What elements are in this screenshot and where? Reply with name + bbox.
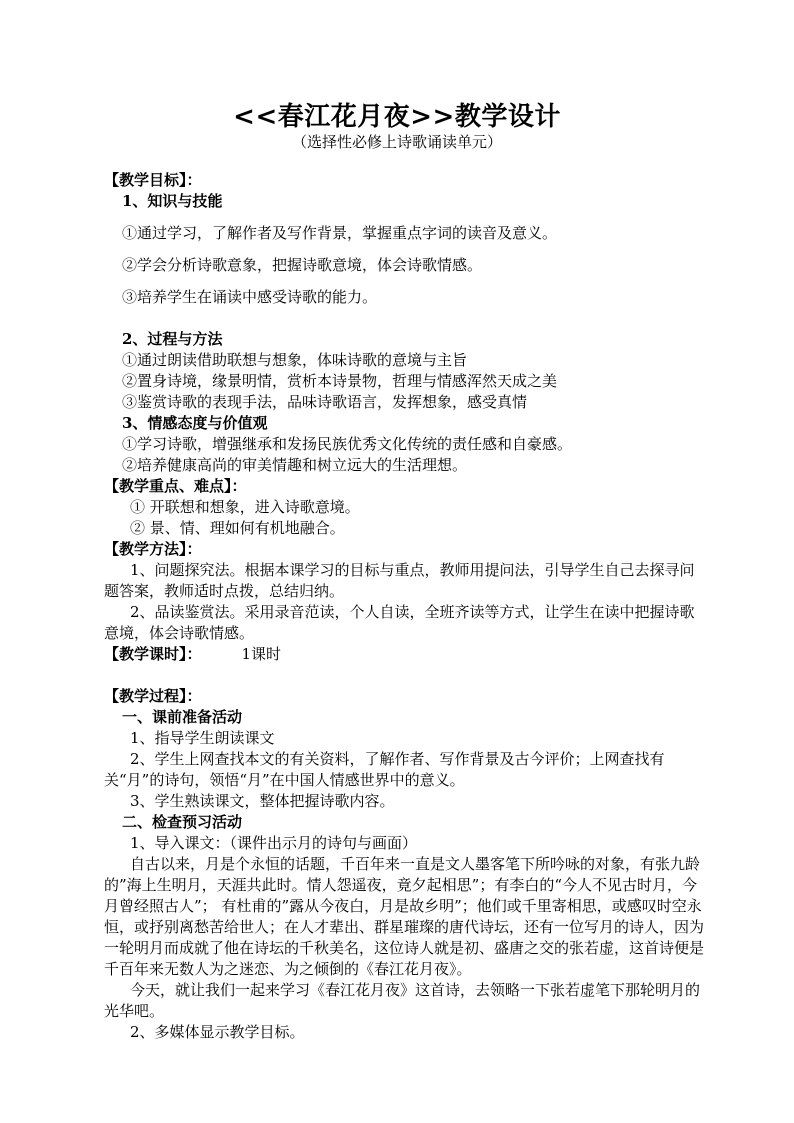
emotion-heading: 3、情感态度与价值观 [122,414,268,432]
process-heading: 【教学过程】： [104,687,202,705]
hours-value: 1课时 [241,645,282,663]
key-point-item: ② 景、情、理如何有机地融合。 [130,519,345,537]
process-method-item: ②置身诗境，缘景明情，赏析本诗景物，哲理与情感浑然天成之美 [122,372,558,390]
process-method-item: ①通过朗读借助联想与想象，体味诗歌的意境与主旨 [122,351,468,369]
document-body [104,170,704,1043]
process-method-item: ③鉴赏诗歌的表现手法，品味诗歌语言，发挥想象，感受真情 [122,393,528,411]
emotion-item: ②培养健康高尚的审美情趣和树立远大的生活理想。 [122,456,468,474]
page-subtitle: （选择性必修上诗歌诵读单元） [291,133,502,151]
intro-paragraph: 今天，就让我们一起来学习《春江花月夜》这首诗，去领略一下张若虚笔下那轮明月的光华吧。 [104,981,701,1020]
method-item: 1、问题探究法。根据本课学习的目标与重点，教师用提问法，引导学生自己去探寻问题答案，教师适时点拨，总结归纳。 [104,561,695,600]
knowledge-item: ②学会分析诗歌意象，把握诗歌意境，体会诗歌情感。 [122,256,483,274]
hours-heading: 【教学课时】： [104,645,202,663]
preview-check-heading: 二、检查预习活动 [122,813,243,831]
page-title: <<春江花月夜>>教学设计 [233,102,561,132]
objectives-heading: 【教学目标】： [104,171,202,189]
key-point-item: ① 开联想和想象，进入诗歌意境。 [130,498,360,516]
intro-paragraph: 自古以来，月是个永恒的话题，千百年来一直是文人墨客笔下所吟咏的对象，有张九龄的”海上生明月，天涯共此时。情人怨遥夜，竟夕起相思”；有李白的“今人不见古时月，今月曾经照古人”； 有杜甫的”露从今夜白，月是故乡明”；他们或千里寄相思，或感叹时空永恒，或抒别离愁苦给世人；在人才辈出、群星璀璨的唐代诗坛，还有一位写月的诗人，因为一轮明月而成就了他在诗坛的千秋美名，这位诗人就是初、盛唐之交的张若虚，这首诗便是千百年来无数人为之迷恋、为之倾倒的《春江花月夜》。 [104,855,705,978]
intro-label: 1、导入课文：（课件出示月的诗句与画面） [130,834,418,852]
prep-activity-item: 1、指导学生朗读课文 [130,729,275,747]
knowledge-heading: 1、知识与技能 [122,192,223,210]
prep-activity-item: 3、学生熟读课文，整体把握诗歌内容。 [130,792,395,810]
preview-check-item: 2、多媒体显示教学目标。 [130,1023,305,1041]
prep-activity-item: 2、学生上网查找本文的有关资料，了解作者、写作背景及古今评价；上网查找有关“月”的诗句，领悟“月”在中国人情感世界中的意义。 [104,750,665,789]
prep-activity-heading: 一、课前准备活动 [122,708,243,726]
key-points-heading: 【教学重点、难点】： [104,477,247,495]
knowledge-item: ①通过学习，了解作者及写作背景，掌握重点字词的读音及意义。 [122,224,558,242]
method-item: 2、品读鉴赏法。采用录音范读，个人自读，全班齐读等方式，让学生在读中把握诗歌意境，体会诗歌情感。 [104,603,695,642]
knowledge-item: ③培养学生在诵读中感受诗歌的能力。 [122,288,378,306]
process-method-heading: 2、过程与方法 [122,330,223,348]
emotion-item: ①学习诗歌，增强继承和发扬民族优秀文化传统的责任感和自豪感。 [122,435,573,453]
methods-heading: 【教学方法】： [104,540,202,558]
hours-row [104,644,704,665]
